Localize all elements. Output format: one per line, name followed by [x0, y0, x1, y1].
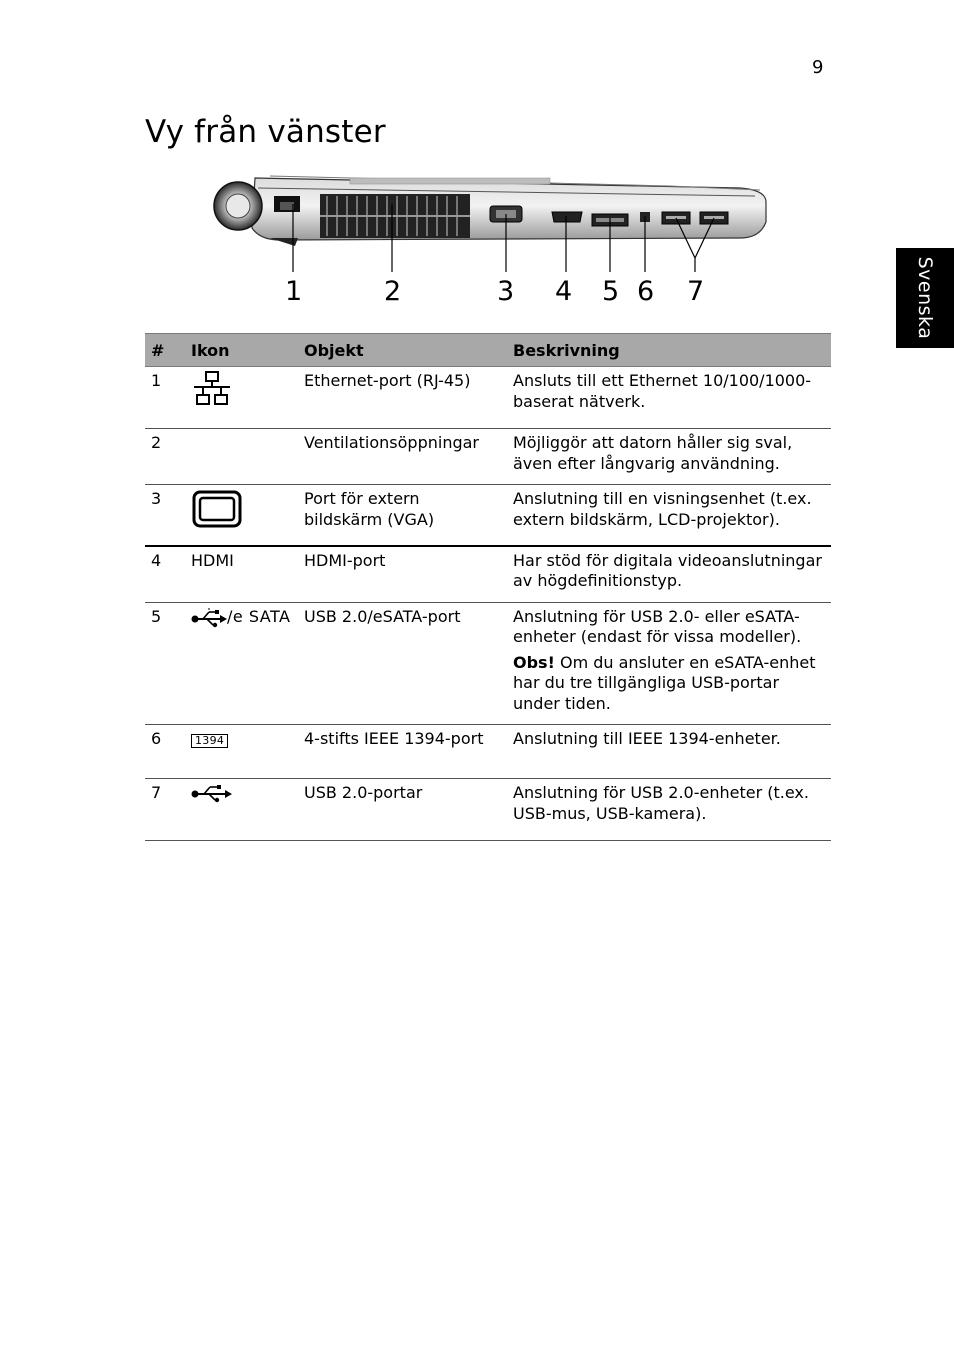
row-num: 1 — [145, 367, 185, 429]
row-description — [507, 779, 831, 841]
callout-2: 2 — [384, 276, 402, 307]
row-num: 7 — [145, 779, 185, 841]
callout-1: 1 — [285, 276, 303, 307]
row-description — [507, 485, 831, 546]
description-text: Har stöd för digitala videoanslutningar av högdefinitionstyp. — [513, 550, 822, 590]
row-object: HDMI-port — [298, 546, 507, 603]
ieee1394-icon: 1394 — [191, 734, 228, 748]
note-label: Obs! — [513, 652, 555, 672]
description-text: Ansluts till ett Ethernet 10/100/1000-baserat nätverk. — [513, 371, 812, 411]
laptop-left-side-figure — [200, 160, 780, 320]
row-num: 3 — [145, 485, 185, 546]
language-tab-label: Svenska — [914, 256, 936, 340]
row-num: 5 — [145, 602, 185, 725]
ethernet-port-illustration — [274, 196, 300, 212]
table-header-row — [145, 334, 831, 367]
table-row — [145, 602, 831, 725]
header-icon: Ikon — [185, 334, 298, 367]
row-object: 4-stifts IEEE 1394-port — [298, 725, 507, 779]
page-number: 9 — [812, 57, 824, 78]
hdmi-port-illustration — [552, 212, 582, 222]
row-description — [507, 725, 831, 779]
language-tab — [896, 248, 954, 348]
port-table — [145, 333, 831, 841]
table-row — [145, 546, 831, 603]
note-text: Om du ansluter en eSATA-enhet har du tre tillgängliga USB-portar under tiden. — [513, 652, 816, 713]
row-icon — [185, 779, 298, 841]
description-text: Anslutning för USB 2.0-enheter (t.ex. USB-mus, USB-kamera). — [513, 783, 809, 823]
header-object: Objekt — [298, 334, 507, 367]
row-description — [507, 429, 831, 485]
row-num: 4 — [145, 546, 185, 603]
description-note — [513, 653, 825, 715]
ventilation-illustration — [320, 194, 470, 238]
row-icon-text: HDMI — [185, 546, 298, 603]
row-icon — [185, 429, 298, 485]
description-text: Anslutning till en visningsenhet (t.ex. extern bildskärm, LCD-projektor). — [513, 489, 812, 529]
callout-6: 6 — [637, 276, 655, 307]
row-num: 2 — [145, 429, 185, 485]
usb-esata-icon — [191, 607, 227, 629]
esata-label: /e SATA — [227, 607, 291, 627]
row-icon — [185, 367, 298, 429]
vga-monitor-icon — [191, 489, 243, 529]
callout-numbers — [285, 276, 704, 307]
row-object: Ventilationsöppningar — [298, 429, 507, 485]
usb-icon — [191, 783, 233, 803]
callout-4: 4 — [555, 276, 573, 307]
row-icon — [185, 485, 298, 546]
table-row — [145, 725, 831, 779]
description-text: Anslutning för USB 2.0- eller eSATA-enheter (endast för vissa modeller). — [513, 606, 802, 646]
row-description — [507, 602, 831, 725]
row-icon — [185, 725, 298, 779]
table-row — [145, 429, 831, 485]
table-row — [145, 779, 831, 841]
ethernet-icon — [191, 371, 233, 407]
description-text: Anslutning till IEEE 1394-enheter. — [513, 729, 781, 748]
table-row — [145, 485, 831, 546]
callout-3: 3 — [497, 276, 515, 307]
table-row — [145, 367, 831, 429]
row-description — [507, 367, 831, 429]
header-description: Beskrivning — [507, 334, 831, 367]
callout-5: 5 — [602, 276, 620, 307]
laptop-left-side-illustration — [200, 160, 780, 320]
row-object: USB 2.0/eSATA-port — [298, 602, 507, 725]
row-object: Ethernet-port (RJ-45) — [298, 367, 507, 429]
row-description — [507, 546, 831, 603]
description-text: Möjliggör att datorn håller sig sval, även efter långvarig användning. — [513, 433, 793, 473]
row-num: 6 — [145, 725, 185, 779]
callout-7: 7 — [687, 276, 705, 307]
header-num: # — [145, 334, 185, 367]
page-title: Vy från vänster — [145, 114, 386, 150]
row-object: USB 2.0-portar — [298, 779, 507, 841]
row-object: Port för extern bildskärm (VGA) — [298, 485, 507, 546]
row-icon — [185, 602, 298, 725]
